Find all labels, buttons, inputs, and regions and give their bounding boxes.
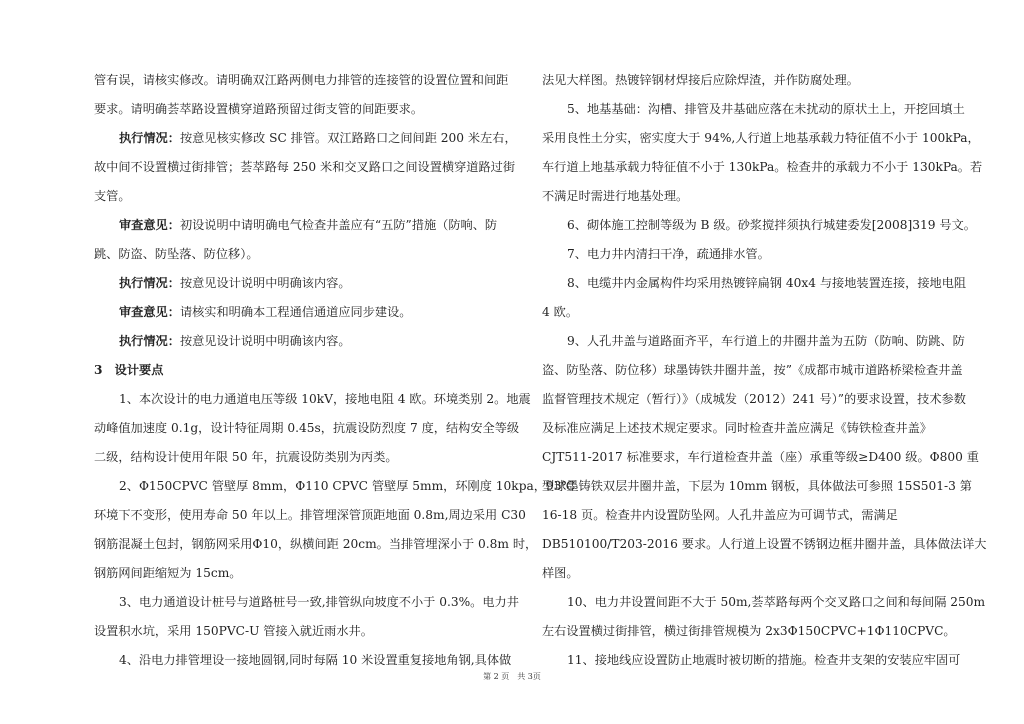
text-line xyxy=(542,443,979,472)
text-line xyxy=(542,646,961,675)
text-line xyxy=(94,95,510,124)
line-text: 请核实和明确本工程通信通道应同步建设。 xyxy=(179,305,412,319)
text-line xyxy=(94,153,516,182)
line-text: 支管。 xyxy=(94,189,131,203)
line-text: 要求。请明确荟萃路设置横穿道路预留过街支管的间距要求。 xyxy=(94,102,424,116)
text-line xyxy=(542,182,958,211)
text-line xyxy=(94,443,510,472)
line-text: 样图。 xyxy=(542,566,579,580)
text-line xyxy=(94,211,510,240)
line-text: 3、电力通道设计桩号与道路桩号一致,排管纵向坡度不小于 0.3%。电力井 xyxy=(119,595,519,609)
text-line xyxy=(542,240,958,269)
text-line xyxy=(94,472,576,501)
text-line xyxy=(542,414,958,443)
line-text: 法见大样图。热镀锌钢材焊接后应除焊渣，并作防腐处理。 xyxy=(542,73,859,87)
line-text: 左右设置横过街排管，横过街排管规模为 2x3Φ150CPVC+1Φ110CPVC。 xyxy=(542,624,956,638)
line-text: 车行道上地基承载力特征值不小于 130kPa。检查井的承载力不小于 130kPa。若 xyxy=(542,160,983,174)
line-text: 钢筋网间距缩短为 15cm。 xyxy=(94,566,242,580)
line-text: 11、接地线应设置防止地震时被切断的措施。检查井支架的安装应牢固可 xyxy=(567,653,961,667)
line-text: 盗、防坠落、防位移）球墨铸铁井圈井盖，按”《成都市城市道路桥梁检查井盖 xyxy=(542,363,963,377)
line-text: 4、沿电力排管埋设一接地圆钢,同时每隔 10 米设置重复接地角钢,具体做 xyxy=(119,653,512,667)
review-label: 执行情况： xyxy=(119,131,180,145)
line-text: 10、电力井设置间距不大于 50m,荟萃路每两个交叉路口之间和每间隔 250m xyxy=(567,595,986,609)
text-line xyxy=(542,617,958,646)
text-line xyxy=(94,269,510,298)
page-footer: 第 2 页 共 3页 xyxy=(483,672,541,681)
text-line xyxy=(94,588,519,617)
text-line xyxy=(94,385,531,414)
review-label: 执行情况： xyxy=(119,276,180,290)
line-text: 1、本次设计的电力通道电压等级 10kV，接地电阻 4 欧。环境类别 2。地震 xyxy=(119,392,531,406)
line-text: 按意见设计说明中明确该内容。 xyxy=(179,276,351,290)
right-column xyxy=(542,66,987,675)
line-text: 采用良性土分实，密实度大于 94%,人行道上地基承载力特征值不小于 100kPa， xyxy=(542,131,980,145)
line-text: DB510100/T203-2016 要求。人行道上设置不锈钢边框井圈井盖，具体做法详大 xyxy=(542,537,987,551)
review-label: 执行情况： xyxy=(119,334,180,348)
line-text: 2、Φ150CPVC 管壁厚 8mm，Φ110 CPVC 管壁厚 5mm，环刚度 10kpa，93℃ xyxy=(119,479,576,493)
line-text: 动峰值加速度 0.1g，设计特征周期 0.45s，抗震设防烈度 7 度，结构安全等级 xyxy=(94,421,520,435)
text-line xyxy=(94,501,526,530)
text-line xyxy=(542,95,965,124)
text-line xyxy=(94,414,520,443)
line-text: 跳、防盗、防坠落、防位移）。 xyxy=(94,247,259,261)
line-text: 钢筋混凝土包封，钢筋网采用Φ10，纵横间距 20cm。当排管埋深小于 0.8m 时， xyxy=(94,537,538,551)
text-line xyxy=(94,530,538,559)
line-text: 8、电缆井内金属构件均采用热镀锌扁钢 40x4 与接地装置连接，接地电阻 xyxy=(567,276,967,290)
review-label: 审查意见： xyxy=(119,305,180,319)
line-text: 7、电力井内清扫干净，疏通排水管。 xyxy=(567,247,770,261)
line-text: 16-18 页。检查井内设置防坠网。人孔井盖应为可调节式，需满足 xyxy=(542,508,898,522)
text-line xyxy=(542,530,987,559)
text-line xyxy=(542,124,980,153)
line-text: 二级，结构设计使用年限 50 年，抗震设防类别为丙类。 xyxy=(94,450,398,464)
text-line xyxy=(542,211,976,240)
line-text: 监督管理技术规定（暂行）》（成城发（2012）241 号）”的要求设置，技术参数 xyxy=(542,392,966,406)
text-line xyxy=(542,588,986,617)
review-label: 审查意见： xyxy=(119,218,180,232)
line-text: 管有误，请核实修改。请明确双江路两侧电力排管的连接管的设置位置和间距 xyxy=(94,73,509,87)
text-line xyxy=(542,356,963,385)
line-text: 按意见设计说明中明确该内容。 xyxy=(179,334,351,348)
text-line xyxy=(94,66,510,95)
line-text: 初设说明中请明确电气检查井盖应有“五防”措施（防响、防 xyxy=(179,218,498,232)
line-text: 环境下不变形，使用寿命 50 年以上。排管埋深管顶距地面 0.8m,周边采用 C30 xyxy=(94,508,526,522)
text-line xyxy=(542,327,965,356)
text-line xyxy=(542,559,958,588)
text-line xyxy=(542,153,983,182)
text-line xyxy=(542,269,967,298)
line-text: 9、人孔井盖与道路面齐平，车行道上的井圈井盖为五防（防响、防跳、防 xyxy=(567,334,965,348)
line-text: 故中间不设置横过街排管；荟萃路每 250 米和交叉路口之间设置横穿道路过街 xyxy=(94,160,516,174)
text-line xyxy=(542,501,958,530)
line-text: 按意见核实修改 SC 排管。双江路路口之间间距 200 米左右， xyxy=(179,131,517,145)
text-line xyxy=(94,298,510,327)
text-line xyxy=(94,327,510,356)
line-text: CJT511-2017 标准要求，车行道检查井盖（座）承重等级≥D400 级。Φ800 重 xyxy=(542,450,979,464)
text-line xyxy=(94,559,510,588)
text-line xyxy=(94,124,517,153)
text-line xyxy=(94,617,510,646)
section-heading: 3 设计要点 xyxy=(94,363,164,377)
line-text: 6、砌体施工控制等级为 B 级。砂浆搅拌须执行城建委发[2008]319 号文。 xyxy=(567,218,976,232)
line-text: 设置积水坑，采用 150PVC-U 管接入就近雨水井。 xyxy=(94,624,373,638)
text-line xyxy=(542,385,966,414)
text-line xyxy=(542,472,972,501)
line-text: 4 欧。 xyxy=(542,305,579,319)
text-line xyxy=(94,182,510,211)
line-text: 5、地基基础：沟槽、排管及井基础应落在未扰动的原状土上，开挖回填土 xyxy=(567,102,965,116)
line-text: 型球墨铸铁双层井圈井盖，下层为 10mm 钢板，具体做法可参照 15S501-3 第 xyxy=(542,479,972,493)
line-text: 不满足时需进行地基处理。 xyxy=(542,189,689,203)
text-line xyxy=(542,298,958,327)
text-line xyxy=(94,240,510,269)
line-text: 及标准应满足上述技术规定要求。同时检查井盖应满足《铸铁检查井盖》 xyxy=(542,421,932,435)
text-line xyxy=(542,66,958,95)
text-line xyxy=(94,646,510,675)
